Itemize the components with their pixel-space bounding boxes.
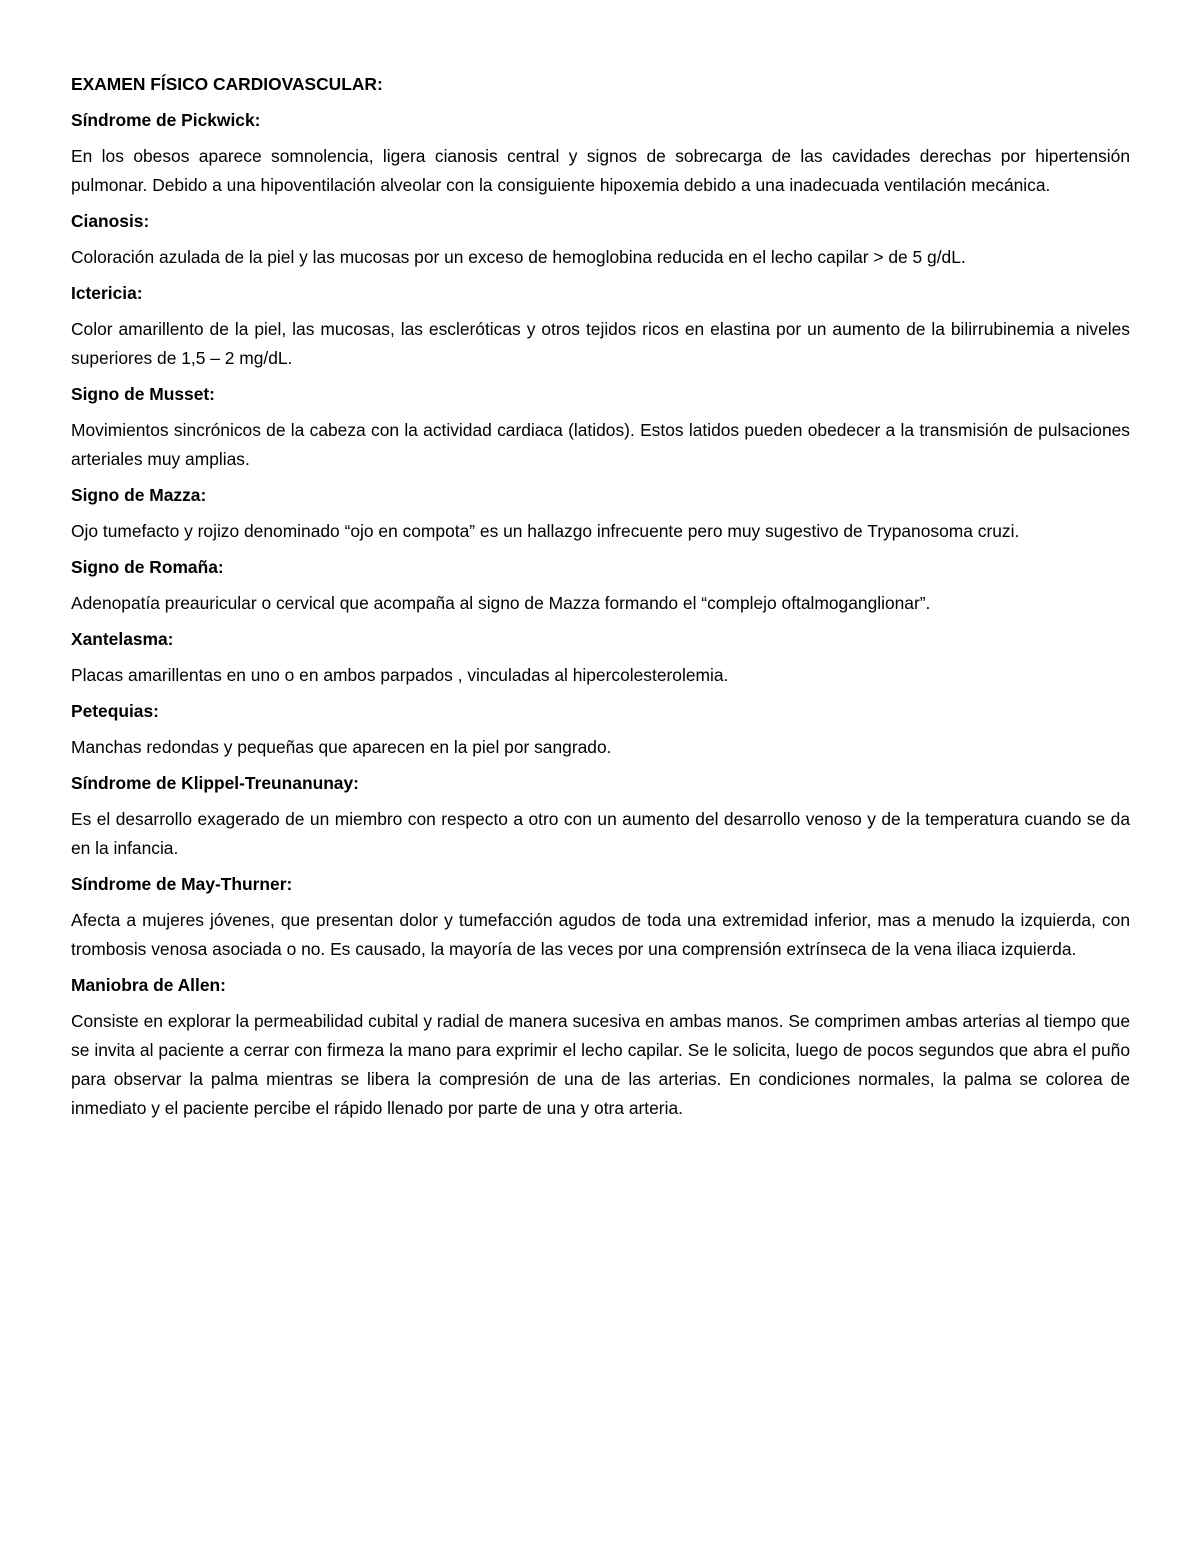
entry-body: Adenopatía preauricular o cervical que acompaña al signo de Mazza formando el “complejo oftalmoganglionar”. xyxy=(71,593,931,613)
entry-heading: Síndrome de May-Thurner: xyxy=(71,874,293,894)
entry-body: Es el desarrollo exagerado de un miembro con respecto a otro con un aumento del desarrollo venoso y de la temperatura cuando se da en la infancia. xyxy=(71,809,1130,858)
entry-heading: Xantelasma: xyxy=(71,629,174,649)
entry-body: Coloración azulada de la piel y las mucosas por un exceso de hemoglobina reducida en el lecho capilar > de 5 g/dL. xyxy=(71,247,966,267)
entry-heading: Síndrome de Klippel-Treunanunay: xyxy=(71,773,359,793)
entry-ictericia xyxy=(71,279,1130,373)
entry-signo-de-musset xyxy=(71,380,1130,474)
entry-heading: Signo de Musset: xyxy=(71,384,215,404)
entry-xantelasma xyxy=(71,625,1130,690)
entry-body: Manchas redondas y pequeñas que aparecen en la piel por sangrado. xyxy=(71,737,612,757)
entry-body: Afecta a mujeres jóvenes, que presentan dolor y tumefacción agudos de toda una extremidad inferior, mas a menudo la izquierda, con trombosis venosa asociada o no. Es causado, la mayoría de las veces por una comprensión extrínseca de la vena iliaca izquierda. xyxy=(71,910,1130,959)
entry-body: Movimientos sincrónicos de la cabeza con la actividad cardiaca (latidos). Estos latidos pueden obedecer a la transmisión de pulsaciones arteriales muy amplias. xyxy=(71,420,1130,469)
entry-body: Placas amarillentas en uno o en ambos parpados , vinculadas al hipercolesterolemia. xyxy=(71,665,729,685)
entry-heading: Síndrome de Pickwick: xyxy=(71,110,261,130)
entry-heading: Petequias: xyxy=(71,701,159,721)
entry-sindrome-de-pickwick xyxy=(71,106,1130,200)
entry-cianosis xyxy=(71,207,1130,272)
entry-heading: Cianosis: xyxy=(71,211,150,231)
entry-sindrome-de-may-thurner xyxy=(71,870,1130,964)
entry-maniobra-de-allen xyxy=(71,971,1130,1123)
document-title: EXAMEN FÍSICO CARDIOVASCULAR: xyxy=(71,74,383,94)
entry-body: Consiste en explorar la permeabilidad cubital y radial de manera sucesiva en ambas manos. Se comprimen ambas arterias al tiempo que se invita al paciente a cerrar con firmeza la mano para exprimir el lecho capilar. Se le solicita, luego de pocos segundos que abra el puño para observar la palma mientras se libera la compresión de una de las arterias. En condiciones normales, la palma se colorea de inmediato y el paciente percibe el rápido llenado por parte de una y otra arteria. xyxy=(71,1011,1130,1118)
entry-body: Color amarillento de la piel, las mucosas, las escleróticas y otros tejidos ricos en elastina por un aumento de la bilirrubinemia a niveles superiores de 1,5 – 2 mg/dL. xyxy=(71,319,1130,368)
entry-body: En los obesos aparece somnolencia, ligera cianosis central y signos de sobrecarga de las cavidades derechas por hipertensión pulmonar. Debido a una hipoventilación alveolar con la consiguiente hipoxemia debido a una inadecuada ventilación mecánica. xyxy=(71,146,1130,195)
entry-body: Ojo tumefacto y rojizo denominado “ojo en compota” es un hallazgo infrecuente pero muy sugestivo de Trypanosoma cruzi. xyxy=(71,521,1020,541)
entry-signo-de-romana xyxy=(71,553,1130,618)
entry-heading: Signo de Mazza: xyxy=(71,485,207,505)
entry-heading: Ictericia: xyxy=(71,283,143,303)
entry-sindrome-de-klippel-treunanunay xyxy=(71,769,1130,863)
entry-heading: Signo de Romaña: xyxy=(71,557,224,577)
entry-signo-de-mazza xyxy=(71,481,1130,546)
document-page xyxy=(71,70,1130,1130)
entry-heading: Maniobra de Allen: xyxy=(71,975,226,995)
entry-petequias xyxy=(71,697,1130,762)
